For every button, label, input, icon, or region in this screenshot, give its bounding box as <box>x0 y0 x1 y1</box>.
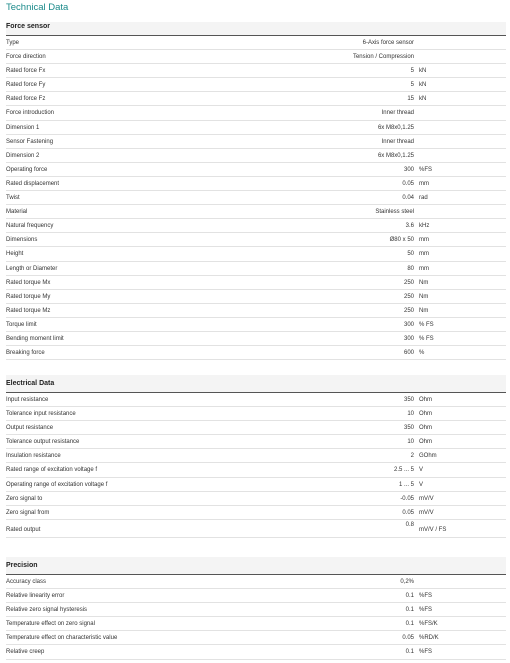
row-value: 0.04 <box>402 195 414 202</box>
table-row <box>6 262 506 276</box>
row-label: Rated torque Mx <box>6 279 51 286</box>
row-value: 6-Axis force sensor <box>362 40 414 46</box>
row-value: 250 <box>403 293 414 300</box>
row-value: Stainless steel <box>375 209 414 216</box>
row-unit: mm <box>419 237 429 244</box>
row-value: 600 <box>403 350 414 357</box>
row-label: Input resistance <box>6 397 49 403</box>
row-label: Rated displacement <box>6 180 60 187</box>
row-unit: kN <box>419 82 427 89</box>
table-row <box>6 346 506 360</box>
row-unit: %FS <box>419 607 433 614</box>
row-label: Relative zero signal hysteresis <box>6 607 88 614</box>
section-heading-label: Precision <box>6 562 38 569</box>
row-label: Dimension 1 <box>6 124 40 131</box>
row-label: Temperature effect on zero signal <box>6 621 95 628</box>
row-label: Sensor Fastening <box>6 138 54 145</box>
table-row <box>6 520 506 538</box>
row-label: Force introduction <box>6 110 55 117</box>
table-row <box>6 393 506 407</box>
table-row <box>6 247 506 261</box>
row-value: 0.05 <box>402 509 414 516</box>
row-unit: %FS <box>419 649 433 656</box>
row-unit: mV/V / FS <box>419 526 447 533</box>
row-value: 2 <box>410 453 414 460</box>
table-row <box>6 435 506 449</box>
row-label: Output resistance <box>6 425 54 432</box>
row-label: Insulation resistance <box>6 453 61 460</box>
table-row <box>6 407 506 421</box>
row-unit: Ohm <box>419 397 433 403</box>
row-unit: % FS <box>419 335 434 342</box>
page-title: Technical Data <box>6 2 69 13</box>
row-value: 6x M8x0,1.25 <box>377 124 414 131</box>
row-value: 10 <box>407 411 414 418</box>
row-label: Dimensions <box>6 237 38 244</box>
row-unit: %FS <box>419 593 433 600</box>
row-unit: % <box>419 350 425 357</box>
table-row <box>6 290 506 304</box>
row-value: 300 <box>403 321 414 328</box>
row-label: Breaking force <box>6 350 45 357</box>
row-label: Operating range of excitation voltage f <box>6 481 108 488</box>
row-label: Torque limit <box>6 321 37 328</box>
row-label: Rated range of excitation voltage f <box>6 467 98 474</box>
table-row <box>6 506 506 520</box>
row-label: Rated force Fz <box>6 96 46 103</box>
table-row <box>6 492 506 506</box>
table-row <box>6 589 506 603</box>
row-label: Relative creep <box>6 649 45 656</box>
row-unit: % FS <box>419 321 434 328</box>
row-value: 5 <box>410 68 414 75</box>
table-row <box>6 332 506 346</box>
row-value: 1 ... 5 <box>398 481 414 488</box>
table-row <box>6 36 506 50</box>
row-unit: mm <box>419 265 429 272</box>
row-unit: Nm <box>419 293 429 300</box>
row-value: 300 <box>403 166 414 173</box>
row-unit: Nm <box>419 307 429 314</box>
section-heading <box>6 557 506 575</box>
row-value: 0.05 <box>402 180 414 187</box>
row-value: 0.1 <box>405 593 414 600</box>
row-value: Inner thread <box>381 138 414 145</box>
row-unit: V <box>419 481 424 488</box>
row-unit: %FS/K <box>419 621 438 628</box>
row-label: Rated output <box>6 526 41 533</box>
table-row <box>6 304 506 318</box>
row-label: Length or Diameter <box>6 265 58 272</box>
row-label: Dimension 2 <box>6 152 40 159</box>
row-unit: V <box>419 467 424 474</box>
row-value: 350 <box>403 425 414 432</box>
table-row <box>6 575 506 589</box>
row-unit: mV/V <box>419 509 434 516</box>
table-row <box>6 233 506 247</box>
row-label: Tolerance output resistance <box>6 439 80 446</box>
row-value: 10 <box>407 439 414 446</box>
row-label: Operating force <box>6 166 48 173</box>
row-value: 15 <box>407 96 414 103</box>
row-value: Inner thread <box>381 110 414 117</box>
row-value: 0.1 <box>405 621 414 628</box>
row-label: Force direction <box>6 54 46 61</box>
row-value: 250 <box>403 279 414 286</box>
table-row <box>6 276 506 290</box>
table-row <box>6 617 506 631</box>
section-heading-label: Electrical Data <box>6 380 55 387</box>
row-label: Rated force Fx <box>6 68 46 75</box>
row-value: 0.05 <box>402 635 414 642</box>
row-label: Bending moment limit <box>6 335 64 342</box>
table-row <box>6 449 506 463</box>
table-row <box>6 163 506 177</box>
row-unit: GOhm <box>419 453 437 460</box>
row-value: 3.6 <box>405 223 414 230</box>
table-row <box>6 191 506 205</box>
row-label: Rated torque My <box>6 293 51 300</box>
table-row <box>6 421 506 435</box>
row-value: 50 <box>407 251 414 258</box>
row-label: Rated force Fy <box>6 82 46 89</box>
row-unit: Ohm <box>419 439 433 446</box>
row-value: 250 <box>403 307 414 314</box>
table-row <box>6 603 506 617</box>
row-label: Rated torque Mz <box>6 307 51 314</box>
row-label: Zero signal to <box>6 495 43 502</box>
section-heading <box>6 375 506 393</box>
row-value: 2.5 ... 5 <box>393 467 414 474</box>
section-force-sensor <box>6 22 506 360</box>
row-label: Height <box>6 251 24 258</box>
row-value: 350 <box>403 397 414 403</box>
row-unit: Ohm <box>419 425 433 432</box>
row-value: 6x M8x0,1.25 <box>377 152 414 159</box>
row-value: 0.8 <box>405 521 414 528</box>
row-value: Tension / Compression <box>352 54 414 61</box>
table-row <box>6 645 506 659</box>
row-label: Tolerance input resistance <box>6 411 76 418</box>
row-label: Type <box>6 40 20 46</box>
row-value: 0,2% <box>400 579 414 585</box>
table-row <box>6 78 506 92</box>
section-precision <box>6 557 506 660</box>
table-row <box>6 135 506 149</box>
row-unit: mV/V <box>419 495 434 502</box>
row-value: 5 <box>410 82 414 89</box>
row-value: 300 <box>403 335 414 342</box>
table-row <box>6 463 506 477</box>
table-row <box>6 149 506 163</box>
row-unit: Ohm <box>419 411 433 418</box>
table-row <box>6 631 506 645</box>
table-row <box>6 219 506 233</box>
row-label: Twist <box>6 195 20 202</box>
row-label: Natural frequency <box>6 223 54 230</box>
row-value: 80 <box>407 265 414 272</box>
row-unit: kHz <box>419 223 430 230</box>
row-value: 0.1 <box>405 649 414 656</box>
row-value: Ø80 x 50 <box>389 237 414 244</box>
row-label: Accuracy class <box>6 579 47 585</box>
row-unit: Nm <box>419 279 429 286</box>
section-heading-label: Force sensor <box>6 23 50 30</box>
row-unit: kN <box>419 96 427 103</box>
row-value: -0.05 <box>400 495 414 502</box>
table-row <box>6 50 506 64</box>
table-row <box>6 64 506 78</box>
row-unit: kN <box>419 68 427 75</box>
row-unit: %RD/K <box>419 635 439 642</box>
row-value: 0.1 <box>405 607 414 614</box>
table-row <box>6 205 506 219</box>
section-heading <box>6 22 506 36</box>
row-unit: %FS <box>419 166 433 173</box>
section-electrical-data <box>6 375 506 538</box>
table-row <box>6 177 506 191</box>
table-row <box>6 478 506 492</box>
table-row <box>6 318 506 332</box>
row-unit: mm <box>419 180 429 187</box>
row-label: Temperature effect on characteristic value <box>6 635 118 642</box>
table-row <box>6 121 506 135</box>
row-label: Material <box>6 209 28 216</box>
row-label: Relative linearity error <box>6 593 65 600</box>
row-unit: mm <box>419 251 429 258</box>
table-row <box>6 92 506 106</box>
table-row <box>6 106 506 120</box>
row-label: Zero signal from <box>6 509 50 516</box>
row-unit: rad <box>419 195 428 202</box>
